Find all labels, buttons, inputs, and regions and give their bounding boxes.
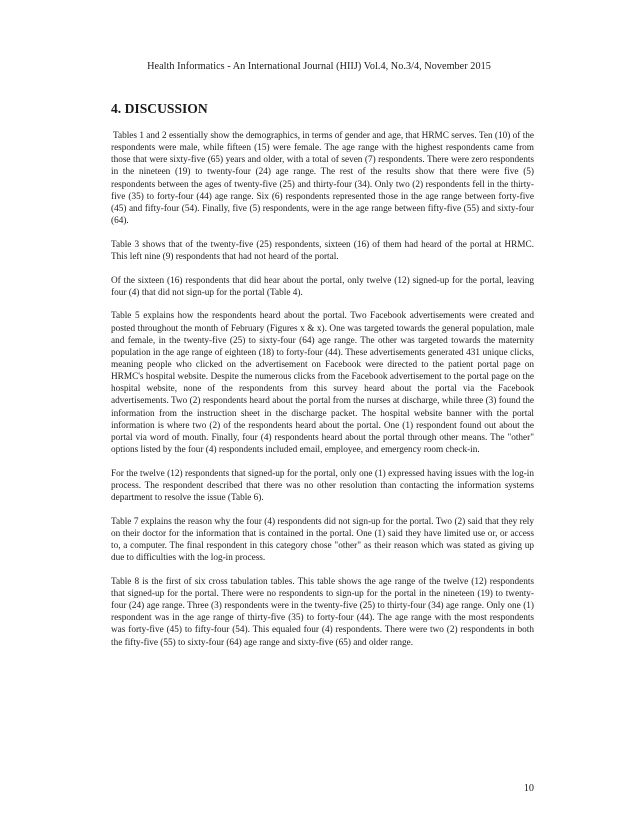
page-number: 10: [523, 783, 534, 794]
running-header: Health Informatics - An International Journal (HIIJ) Vol.4, No.3/4, November 2015: [147, 61, 491, 72]
body-text: [111, 130, 534, 660]
paragraph-table-5: Table 5 explains how the respondents heard about the portal. Two Facebook advertisements were created and posted throughout the month of February (Figures x & x). One was targeted towards the general population, male and female, in the twenty-five (25) to sixty-four (64) age range. The other was targeted towards the maternity population in the age range of eighteen (18) to forty-four (44). These advertisements generated 431 unique clicks, meaning people who clicked on the advertisement on Facebook were directed to the patient portal page on HRMC's hospital website. Despite the numerous clicks from the Facebook advertisement to the portal page on the hospital website, none of the respondents from this survey heard about the portal via the Facebook advertisements. Two (2) respondents heard about the portal from the nurses at discharge, while three (3) found the information from the instruction sheet in the discharge packet. The hospital website banner with the portal information is where two (2) of the respondents heard about the portal. One (1) respondent found out about the portal via word of mouth. Finally, four (4) respondents heard about the portal through other means. The "other" options listed by the four (4) respondents included email, employee, and emergency room check-in.: [111, 311, 534, 456]
paragraph-table-8: Table 8 is the first of six cross tabulation tables. This table shows the age range of the twelve (12) respondents that signed-up for the portal. There were no respondents to sign-up for the portal in the nineteen (19) to twenty-four (24) age range. Three (3) respondents were in the twenty-five (25) to thirty-four (34) age range. Only one (1) respondent was in the age range of thirty-five (35) to forty-four (44). The age range with the most respondents was forty-five (45) to fifty-four (54). This equaled four (4) respondents. There were two (2) respondents in both the fifty-five (55) to sixty-four (64) age range and sixty-five (65) and older range.: [111, 576, 534, 648]
paragraph-table-3: Table 3 shows that of the twenty-five (25) respondents, sixteen (16) of them had heard of the portal at HRMC. This left nine (9) respondents that had not heard of the portal.: [111, 239, 534, 262]
paragraph-table-4: Of the sixteen (16) respondents that did hear about the portal, only twelve (12) signed-up for the portal, leaving four (4) that did not sign-up for the portal (Table 4).: [111, 275, 534, 298]
paragraph-table-6: For the twelve (12) respondents that signed-up for the portal, only one (1) expressed having issues with the log-in process. The respondent described that there was no other resolution than contacting the information systems department to resolve the issue (Table 6).: [111, 468, 534, 504]
paragraph-table-7: Table 7 explains the reason why the four (4) respondents did not sign-up for the portal. Two (2) said that they rely on their doctor for the information that is contained in the portal. One (1) said they have limited use or, or access to, a computer. The final respondent in this category chose "other" as their reason which was stated as giving up due to difficulties with the log-in process.: [111, 516, 534, 564]
paragraph-demographics: Tables 1 and 2 essentially show the demographics, in terms of gender and age, that HRMC serves. Ten (10) of the respondents were male, while fifteen (15) were female. The age range with the highest respondents came from those that were sixty-five (65) years and older, with a total of seven (7) respondents. There were zero respondents in the nineteen (19) to twenty-four (24) age range. The rest of the results show that there were five (5) respondents between the ages of twenty-five (25) and thirty-four (34). Only two (2) respondents fell in the thirty-five (35) to forty-four (44) age range. Six (6) respondents represented those in the age range between forty-five (45) and fifty-four (54). Finally, five (5) respondents, were in the age range between fifty-five (55) and sixty-four (64).: [111, 131, 534, 227]
section-heading: 4. DISCUSSION: [111, 101, 208, 116]
